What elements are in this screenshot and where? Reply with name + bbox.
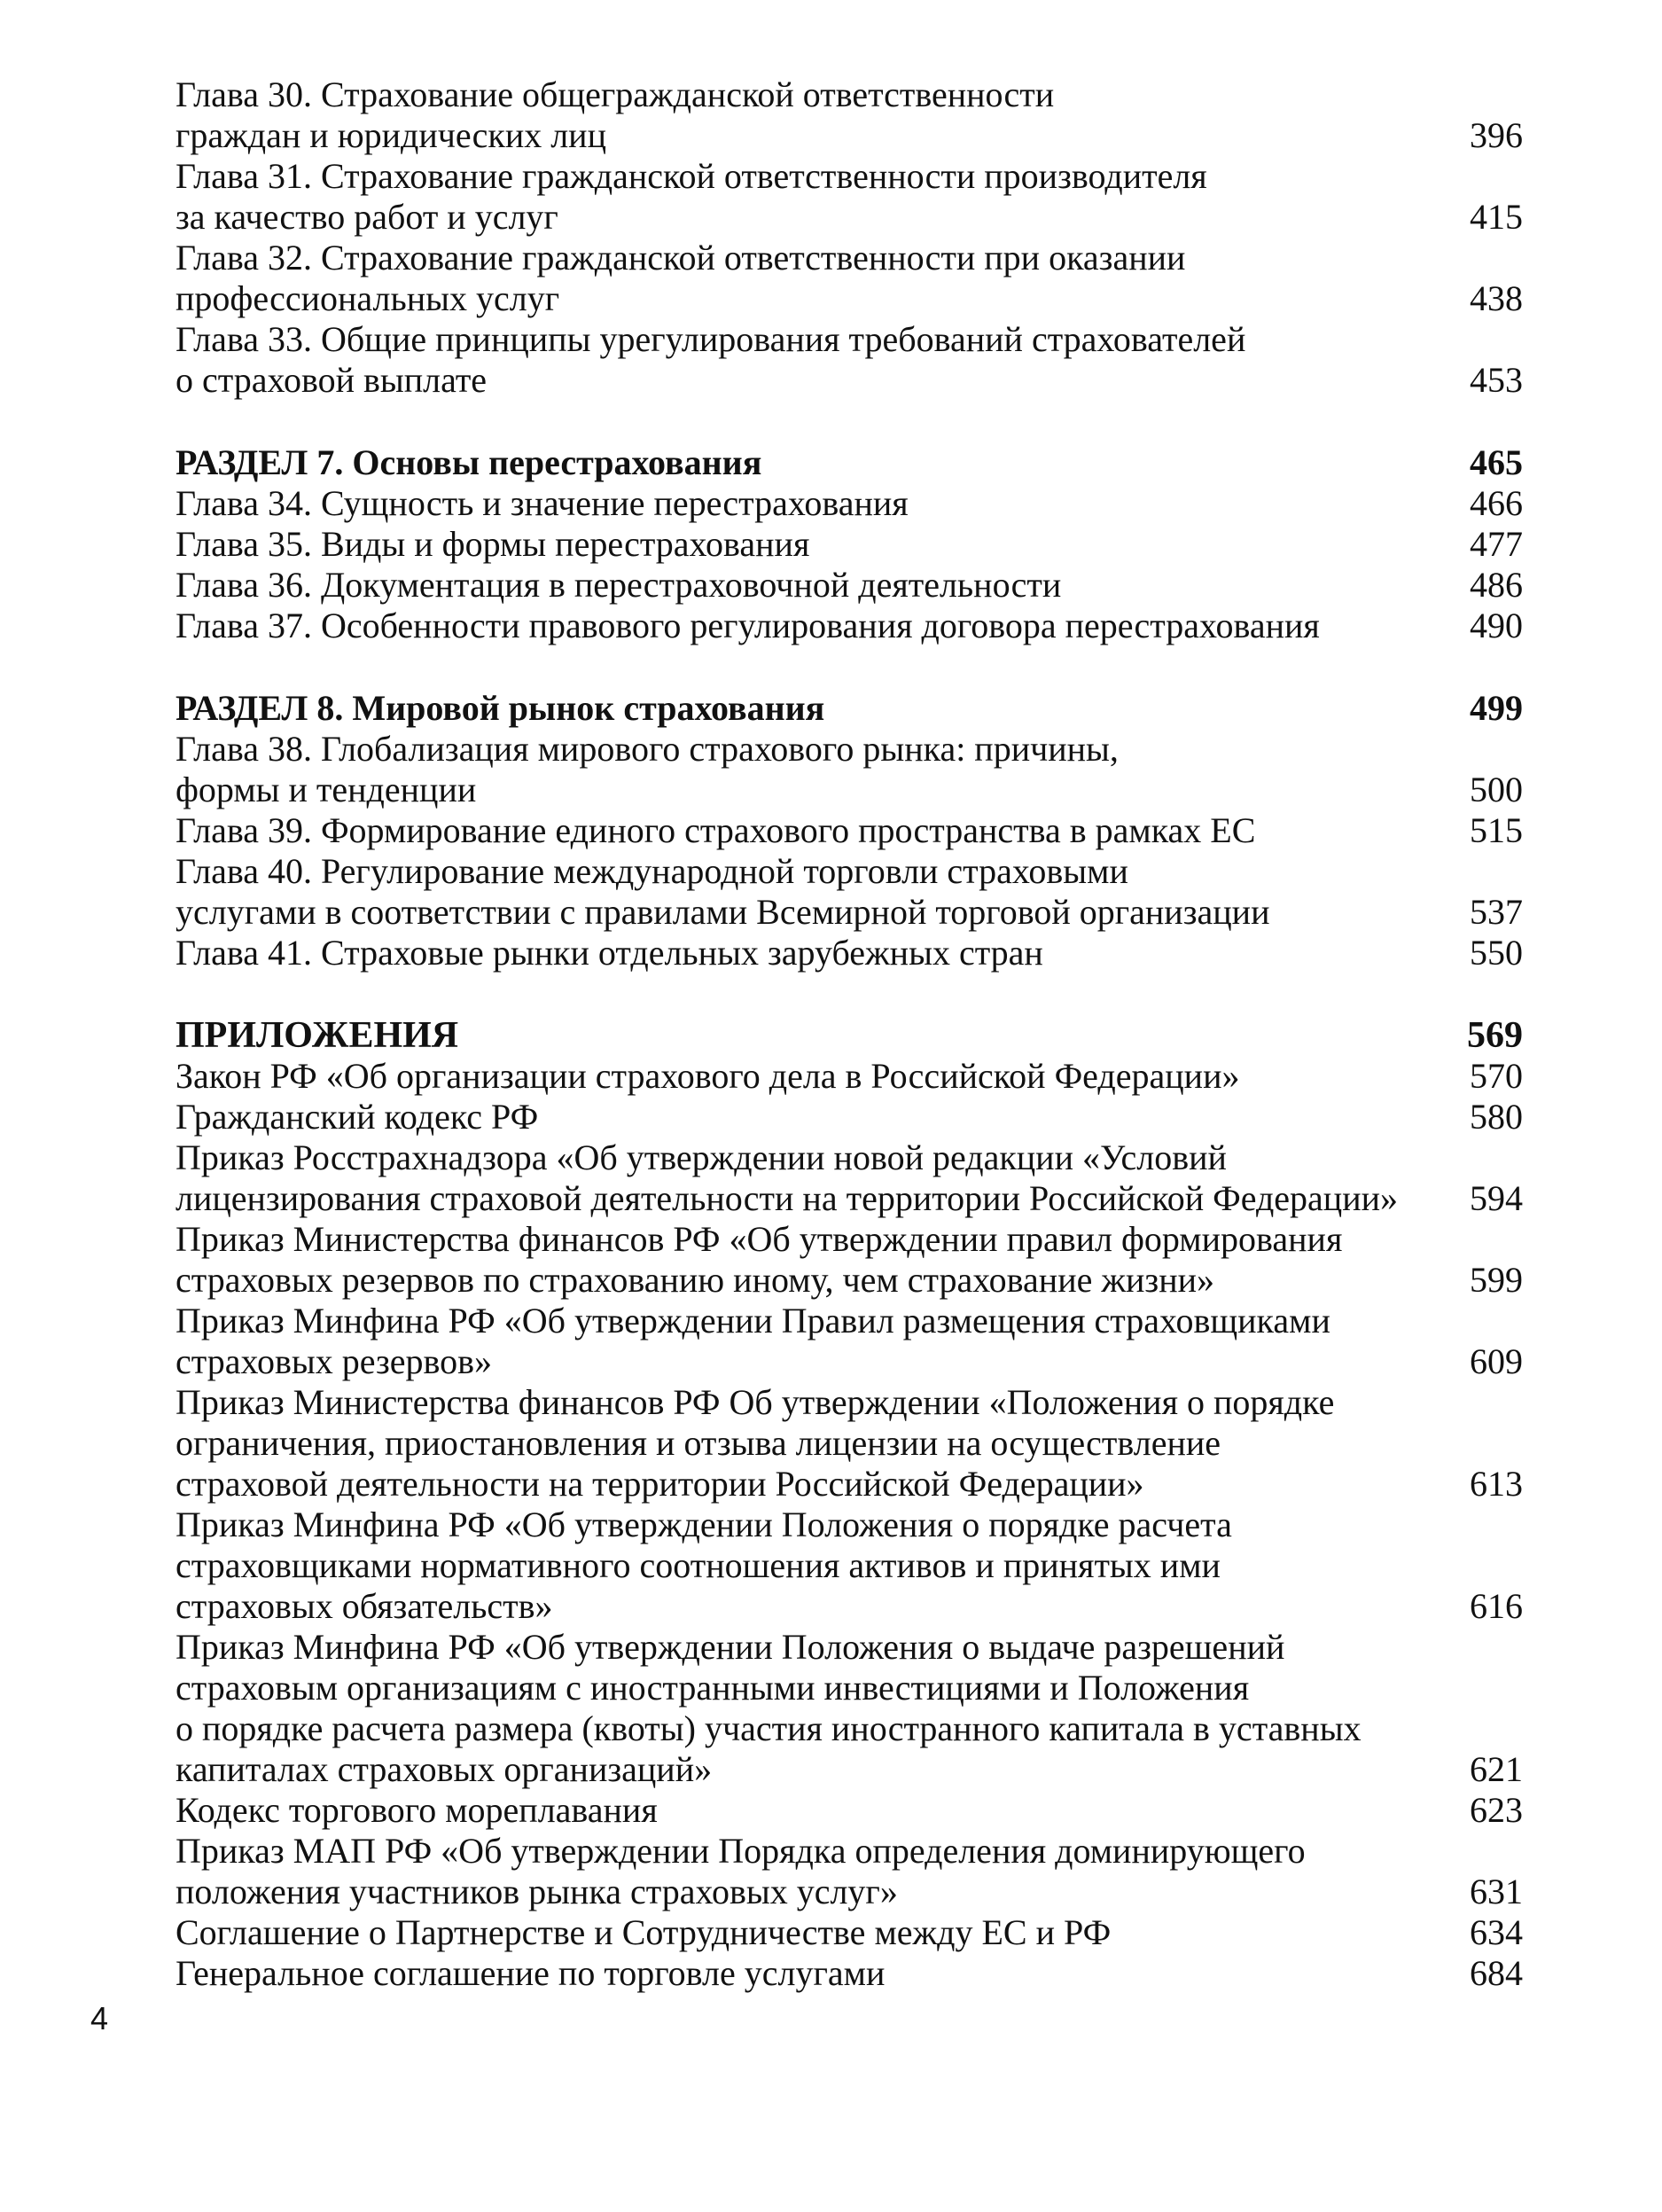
toc-entry: [176, 565, 1523, 606]
toc-entry: [176, 156, 1523, 238]
toc-entry-page: 621: [1470, 1749, 1523, 1789]
toc-entry-page: 537: [1470, 892, 1523, 932]
section-page: 499: [1470, 688, 1523, 728]
toc-entry-line: Соглашение о Партнерстве и Сотрудничестве между ЕС и РФ: [176, 1912, 1112, 1952]
toc-entry-line: Глава 41. Страховые рынки отдельных зарубежных стран: [176, 933, 1043, 973]
toc-entry: [176, 1301, 1523, 1382]
toc-entry-page: 613: [1470, 1464, 1523, 1504]
toc-entry-title: [176, 483, 909, 524]
toc-entry-page: 594: [1470, 1178, 1523, 1218]
toc-entry-line: страховой деятельности на территории Российской Федерации»: [176, 1464, 1144, 1504]
toc-entry-page: 466: [1470, 483, 1523, 523]
chapter-list-section-7: [176, 483, 1523, 646]
toc-entry-line: Приказ Росстрахнадзора «Об утверждении новой редакции «Условий: [176, 1137, 1227, 1177]
toc-entry-line: лицензирования страховой деятельности на территории Российской Федерации»: [176, 1178, 1399, 1218]
toc-entry-line: Глава 37. Особенности правового регулирования договора перестрахования: [176, 606, 1320, 645]
toc-entry-line: Закон РФ «Об организации страхового дела в Российской Федерации»: [176, 1056, 1240, 1096]
toc-entry-page: 570: [1470, 1056, 1523, 1096]
toc-entry-title: [176, 1137, 1398, 1219]
toc-entry-title: [176, 1382, 1334, 1505]
toc-entry-line: Глава 32. Страхование гражданской ответственности при оказании: [176, 238, 1186, 277]
toc-entry-title: [176, 319, 1245, 401]
toc-entry-page: 500: [1470, 770, 1523, 809]
toc-entry-line: Глава 35. Виды и формы перестрахования: [176, 524, 810, 564]
toc-entry: [176, 1382, 1523, 1505]
toc-entry-line: Гражданский кодекс РФ: [176, 1097, 539, 1137]
toc-entry: [176, 1790, 1523, 1831]
toc-entry-title: [176, 74, 1054, 156]
toc-entry-page: 684: [1470, 1953, 1523, 1993]
toc-entry-line: Приказ Минфина РФ «Об утверждении Положения о выдаче разрешений: [176, 1627, 1285, 1667]
toc-entry-title: [176, 524, 809, 565]
toc-entry-title: [176, 810, 1255, 851]
table-of-contents: [176, 74, 1523, 1994]
toc-entry: [176, 483, 1523, 524]
toc-entry-title: [176, 565, 1061, 606]
toc-entry: [176, 1912, 1523, 1953]
toc-entry-line: Глава 39. Формирование единого страхового пространства в рамках ЕС: [176, 810, 1256, 850]
toc-entry: [176, 319, 1523, 401]
toc-entry-line: Глава 38. Глобализация мирового страхового рынка: причины,: [176, 729, 1119, 769]
toc-entry-title: [176, 1219, 1342, 1301]
toc-entry-page: 616: [1470, 1586, 1523, 1626]
toc-entry-line: Приказ Минфина РФ «Об утверждении Правил размещения страховщиками: [176, 1301, 1330, 1340]
toc-entry: [176, 1137, 1523, 1219]
toc-entry-title: [176, 156, 1207, 238]
toc-entry: [176, 1505, 1523, 1627]
toc-entry-page: 515: [1470, 810, 1523, 850]
toc-entry: [176, 851, 1523, 933]
toc-entry: [176, 524, 1523, 565]
toc-entry-line: страховым организациям с иностранными инвестициями и Положения: [176, 1668, 1250, 1708]
chapter-list-section-6-end: [176, 74, 1523, 401]
toc-entry-title: [176, 1912, 1111, 1953]
toc-entry-line: Приказ МАП РФ «Об утверждении Порядка определения доминирующего: [176, 1831, 1306, 1871]
toc-entry-page: 477: [1470, 524, 1523, 564]
toc-entry-title: [176, 606, 1320, 646]
toc-entry-title: [176, 1790, 658, 1831]
toc-entry-page: 634: [1470, 1912, 1523, 1952]
toc-entry-line: Кодекс торгового мореплавания: [176, 1790, 658, 1830]
toc-entry-line: Глава 36. Документация в перестраховочной деятельности: [176, 565, 1062, 605]
toc-entry-line: граждан и юридических лиц: [176, 115, 606, 155]
section-title: РАЗДЕЛ 7. Основы перестрахования: [176, 442, 762, 482]
toc-entry-line: за качество работ и услуг: [176, 197, 558, 237]
toc-entry-page: 396: [1470, 115, 1523, 155]
toc-entry-line: Приказ Министерства финансов РФ «Об утверждении правил формирования: [176, 1219, 1343, 1259]
toc-entry: [176, 729, 1523, 810]
toc-entry: [176, 238, 1523, 319]
toc-entry: [176, 810, 1523, 851]
toc-entry-page: 631: [1470, 1872, 1523, 1911]
appendix-heading: [176, 1015, 1523, 1056]
toc-entry-line: Генеральное соглашение по торговле услугами: [176, 1953, 886, 1993]
toc-entry-line: страховых резервов по страхованию иному, чем страхование жизни»: [176, 1260, 1215, 1300]
toc-entry: [176, 1953, 1523, 1994]
toc-entry-page: 580: [1470, 1097, 1523, 1137]
toc-entry-page: 438: [1470, 278, 1523, 318]
toc-entry-title: [176, 1627, 1362, 1790]
section-heading-8: [176, 688, 1523, 729]
toc-entry-line: Глава 31. Страхование гражданской ответственности производителя: [176, 156, 1207, 196]
toc-entry: [176, 606, 1523, 646]
toc-entry-line: о порядке расчета размера (квоты) участия иностранного капитала в уставных: [176, 1708, 1362, 1748]
toc-entry-page: 490: [1470, 606, 1523, 645]
toc-entry-page: 415: [1470, 197, 1523, 237]
toc-entry: [176, 933, 1523, 973]
toc-entry-line: профессиональных услуг: [176, 278, 560, 318]
toc-entry-page: 453: [1470, 360, 1523, 400]
toc-entry-title: [176, 851, 1269, 933]
toc-entry: [176, 1219, 1523, 1301]
toc-entry-line: Глава 40. Регулирование международной торговли страховыми: [176, 851, 1128, 891]
toc-entry-line: формы и тенденции: [176, 770, 477, 809]
toc-entry-title: [176, 1831, 1306, 1912]
toc-entry-title: [176, 729, 1119, 810]
section-heading-7: [176, 442, 1523, 483]
toc-entry-line: Глава 33. Общие принципы урегулирования требований страхователей: [176, 319, 1246, 359]
toc-entry-line: страховщиками нормативного соотношения активов и принятых ими: [176, 1545, 1221, 1585]
toc-entry-line: Приказ Минфина РФ «Об утверждении Положения о порядке расчета: [176, 1505, 1232, 1544]
toc-entry-line: Приказ Министерства финансов РФ Об утверждении «Положения о порядке: [176, 1382, 1335, 1422]
toc-entry-page: 550: [1470, 933, 1523, 973]
toc-entry-line: положения участников рынка страховых услуг»: [176, 1872, 898, 1911]
section-page: 569: [1467, 1015, 1523, 1056]
toc-entry-title: [176, 1097, 538, 1137]
toc-entry-line: ограничения, приостановления и отзыва лицензии на осуществление: [176, 1423, 1221, 1463]
toc-entry-page: 599: [1470, 1260, 1523, 1300]
toc-entry-page: 609: [1470, 1341, 1523, 1381]
toc-entry-title: [176, 1953, 885, 1994]
toc-entry: [176, 1056, 1523, 1097]
toc-entry-title: [176, 1505, 1232, 1627]
toc-entry: [176, 74, 1523, 156]
section-page: 465: [1470, 442, 1523, 482]
toc-entry-line: Глава 34. Сущность и значение перестрахования: [176, 483, 909, 523]
toc-entry-title: [176, 1056, 1239, 1097]
toc-entry-title: [176, 238, 1185, 319]
section-title: РАЗДЕЛ 8. Мировой рынок страхования: [176, 688, 825, 728]
toc-entry-line: о страховой выплате: [176, 360, 488, 400]
toc-entry-line: услугами в соответствии с правилами Всемирной торговой организации: [176, 892, 1270, 932]
toc-entry-line: капиталах страховых организаций»: [176, 1749, 713, 1789]
toc-entry: [176, 1097, 1523, 1137]
toc-entry-line: Глава 30. Страхование общегражданской ответственности: [176, 74, 1055, 114]
chapter-list-section-8: [176, 729, 1523, 973]
appendix-list: [176, 1056, 1523, 1994]
toc-entry-line: страховых обязательств»: [176, 1586, 553, 1626]
toc-entry-page: 486: [1470, 565, 1523, 605]
toc-entry-title: [176, 1301, 1330, 1382]
toc-entry-title: [176, 933, 1043, 973]
page-number: 4: [90, 2000, 109, 2036]
toc-entry-page: 623: [1470, 1790, 1523, 1830]
toc-entry: [176, 1831, 1523, 1912]
toc-entry-line: страховых резервов»: [176, 1341, 493, 1381]
section-title: ПРИЛОЖЕНИЯ: [176, 1015, 459, 1056]
toc-entry: [176, 1627, 1523, 1790]
